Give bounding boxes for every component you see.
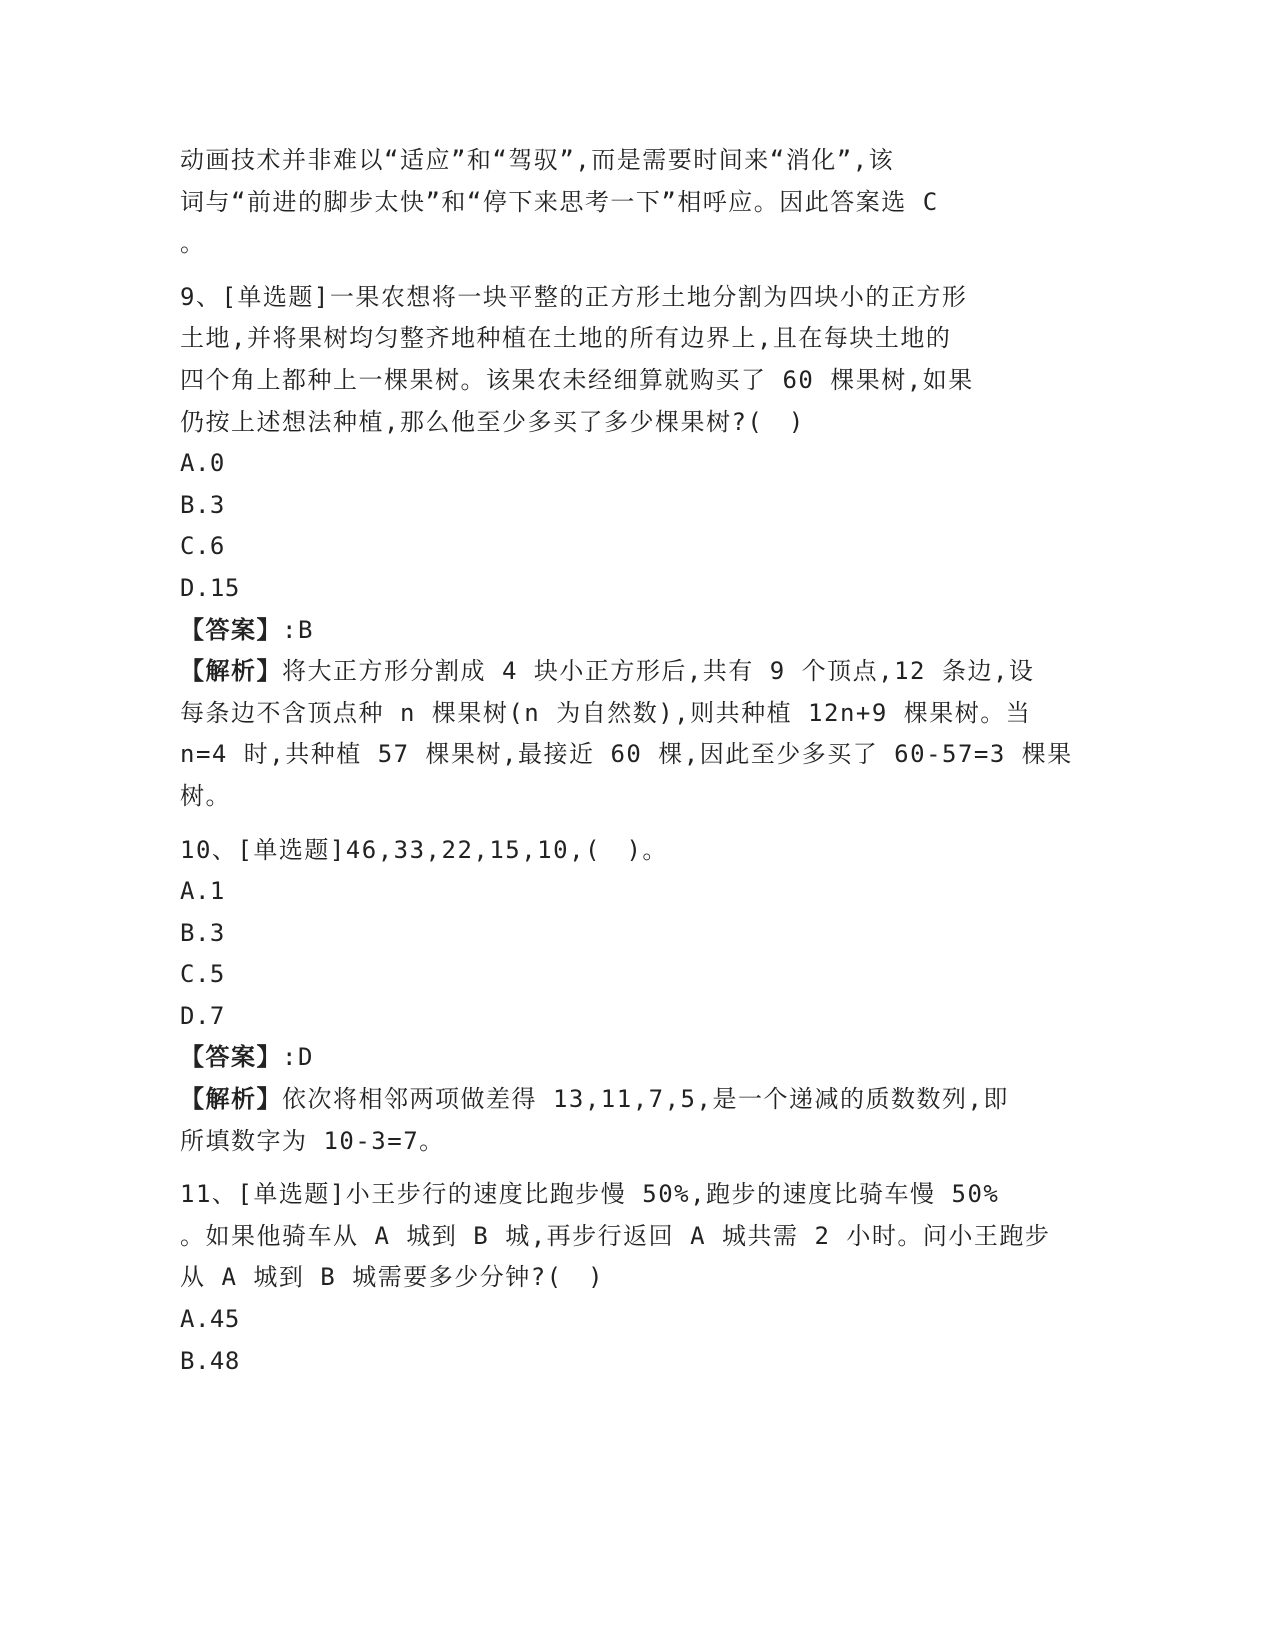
- option-c: C.6: [180, 532, 225, 561]
- question-stem-line: 仍按上述想法种植,那么他至少多买了多少棵果树?( ): [180, 407, 805, 436]
- question-stem-line: 。如果他骑车从 A 城到 B 城,再步行返回 A 城共需 2 小时。问小王跑步: [180, 1221, 1051, 1250]
- analysis-line: [180, 651, 1080, 693]
- prev-explanation-line: 。: [180, 229, 206, 258]
- option-a: A.0: [180, 449, 225, 478]
- question-stem-line: 从 A 城到 B 城需要多少分钟?( ): [180, 1263, 605, 1292]
- option-b: B.3: [180, 490, 225, 519]
- option-d: D.15: [180, 573, 240, 602]
- analysis-text: 将大正方形分割成 4 块小正方形后,共有 9 个顶点,12 条边,设: [282, 657, 1035, 686]
- answer-label: 【答案】: [180, 1043, 282, 1072]
- answer-line: [180, 1037, 1080, 1079]
- question-stem-line: 9、[单选题]一果农想将一块平整的正方形土地分割为四块小的正方形: [180, 282, 968, 311]
- answer-value: :D: [282, 1043, 314, 1072]
- analysis-text: 依次将相邻两项做差得 13,11,7,5,是一个递减的质数数列,即: [282, 1085, 1009, 1114]
- option-a: A.45: [180, 1305, 240, 1334]
- analysis-line: 每条边不含顶点种 n 棵果树(n 为自然数),则共种植 12n+9 棵果树。当: [180, 698, 1032, 727]
- analysis-label: 【解析】: [180, 657, 282, 686]
- question-9: [180, 277, 1080, 818]
- prev-explanation-line: 词与“前进的脚步太快”和“停下来思考一下”相呼应。因此答案选 C: [180, 187, 939, 216]
- analysis-line: n=4 时,共种植 57 棵果树,最接近 60 棵,因此至少多买了 60-57=3 棵果: [180, 740, 1073, 769]
- question-stem-line: 10、[单选题]46,33,22,15,10,( )。: [180, 835, 668, 864]
- prev-explanation-line: 动画技术并非难以“适应”和“驾驭”,而是需要时间来“消化”,该: [180, 146, 895, 174]
- analysis-line: 所填数字为 10-3=7。: [180, 1126, 445, 1155]
- question-11: [180, 1174, 1080, 1382]
- analysis-line: 树。: [180, 781, 231, 810]
- prev-explanation: [180, 140, 1080, 265]
- answer-label: 【答案】: [180, 615, 282, 644]
- answer-value: :B: [282, 615, 314, 644]
- option-a: A.1: [180, 877, 225, 906]
- question-stem-line: 11、[单选题]小王步行的速度比跑步慢 50%,跑步的速度比骑车慢 50%: [180, 1180, 1000, 1209]
- question-stem-line: 土地,并将果树均匀整齐地种植在土地的所有边界上,且在每块土地的: [180, 324, 952, 353]
- option-b: B.48: [180, 1346, 240, 1375]
- analysis-label: 【解析】: [180, 1085, 282, 1114]
- answer-line: [180, 610, 1080, 652]
- question-10: [180, 830, 1080, 1163]
- document-page: [180, 140, 1080, 1382]
- analysis-line: [180, 1079, 1080, 1121]
- option-b: B.3: [180, 918, 225, 947]
- option-c: C.5: [180, 960, 225, 989]
- option-d: D.7: [180, 1001, 225, 1030]
- question-stem-line: 四个角上都种上一棵果树。该果农未经细算就购买了 60 棵果树,如果: [180, 365, 974, 394]
